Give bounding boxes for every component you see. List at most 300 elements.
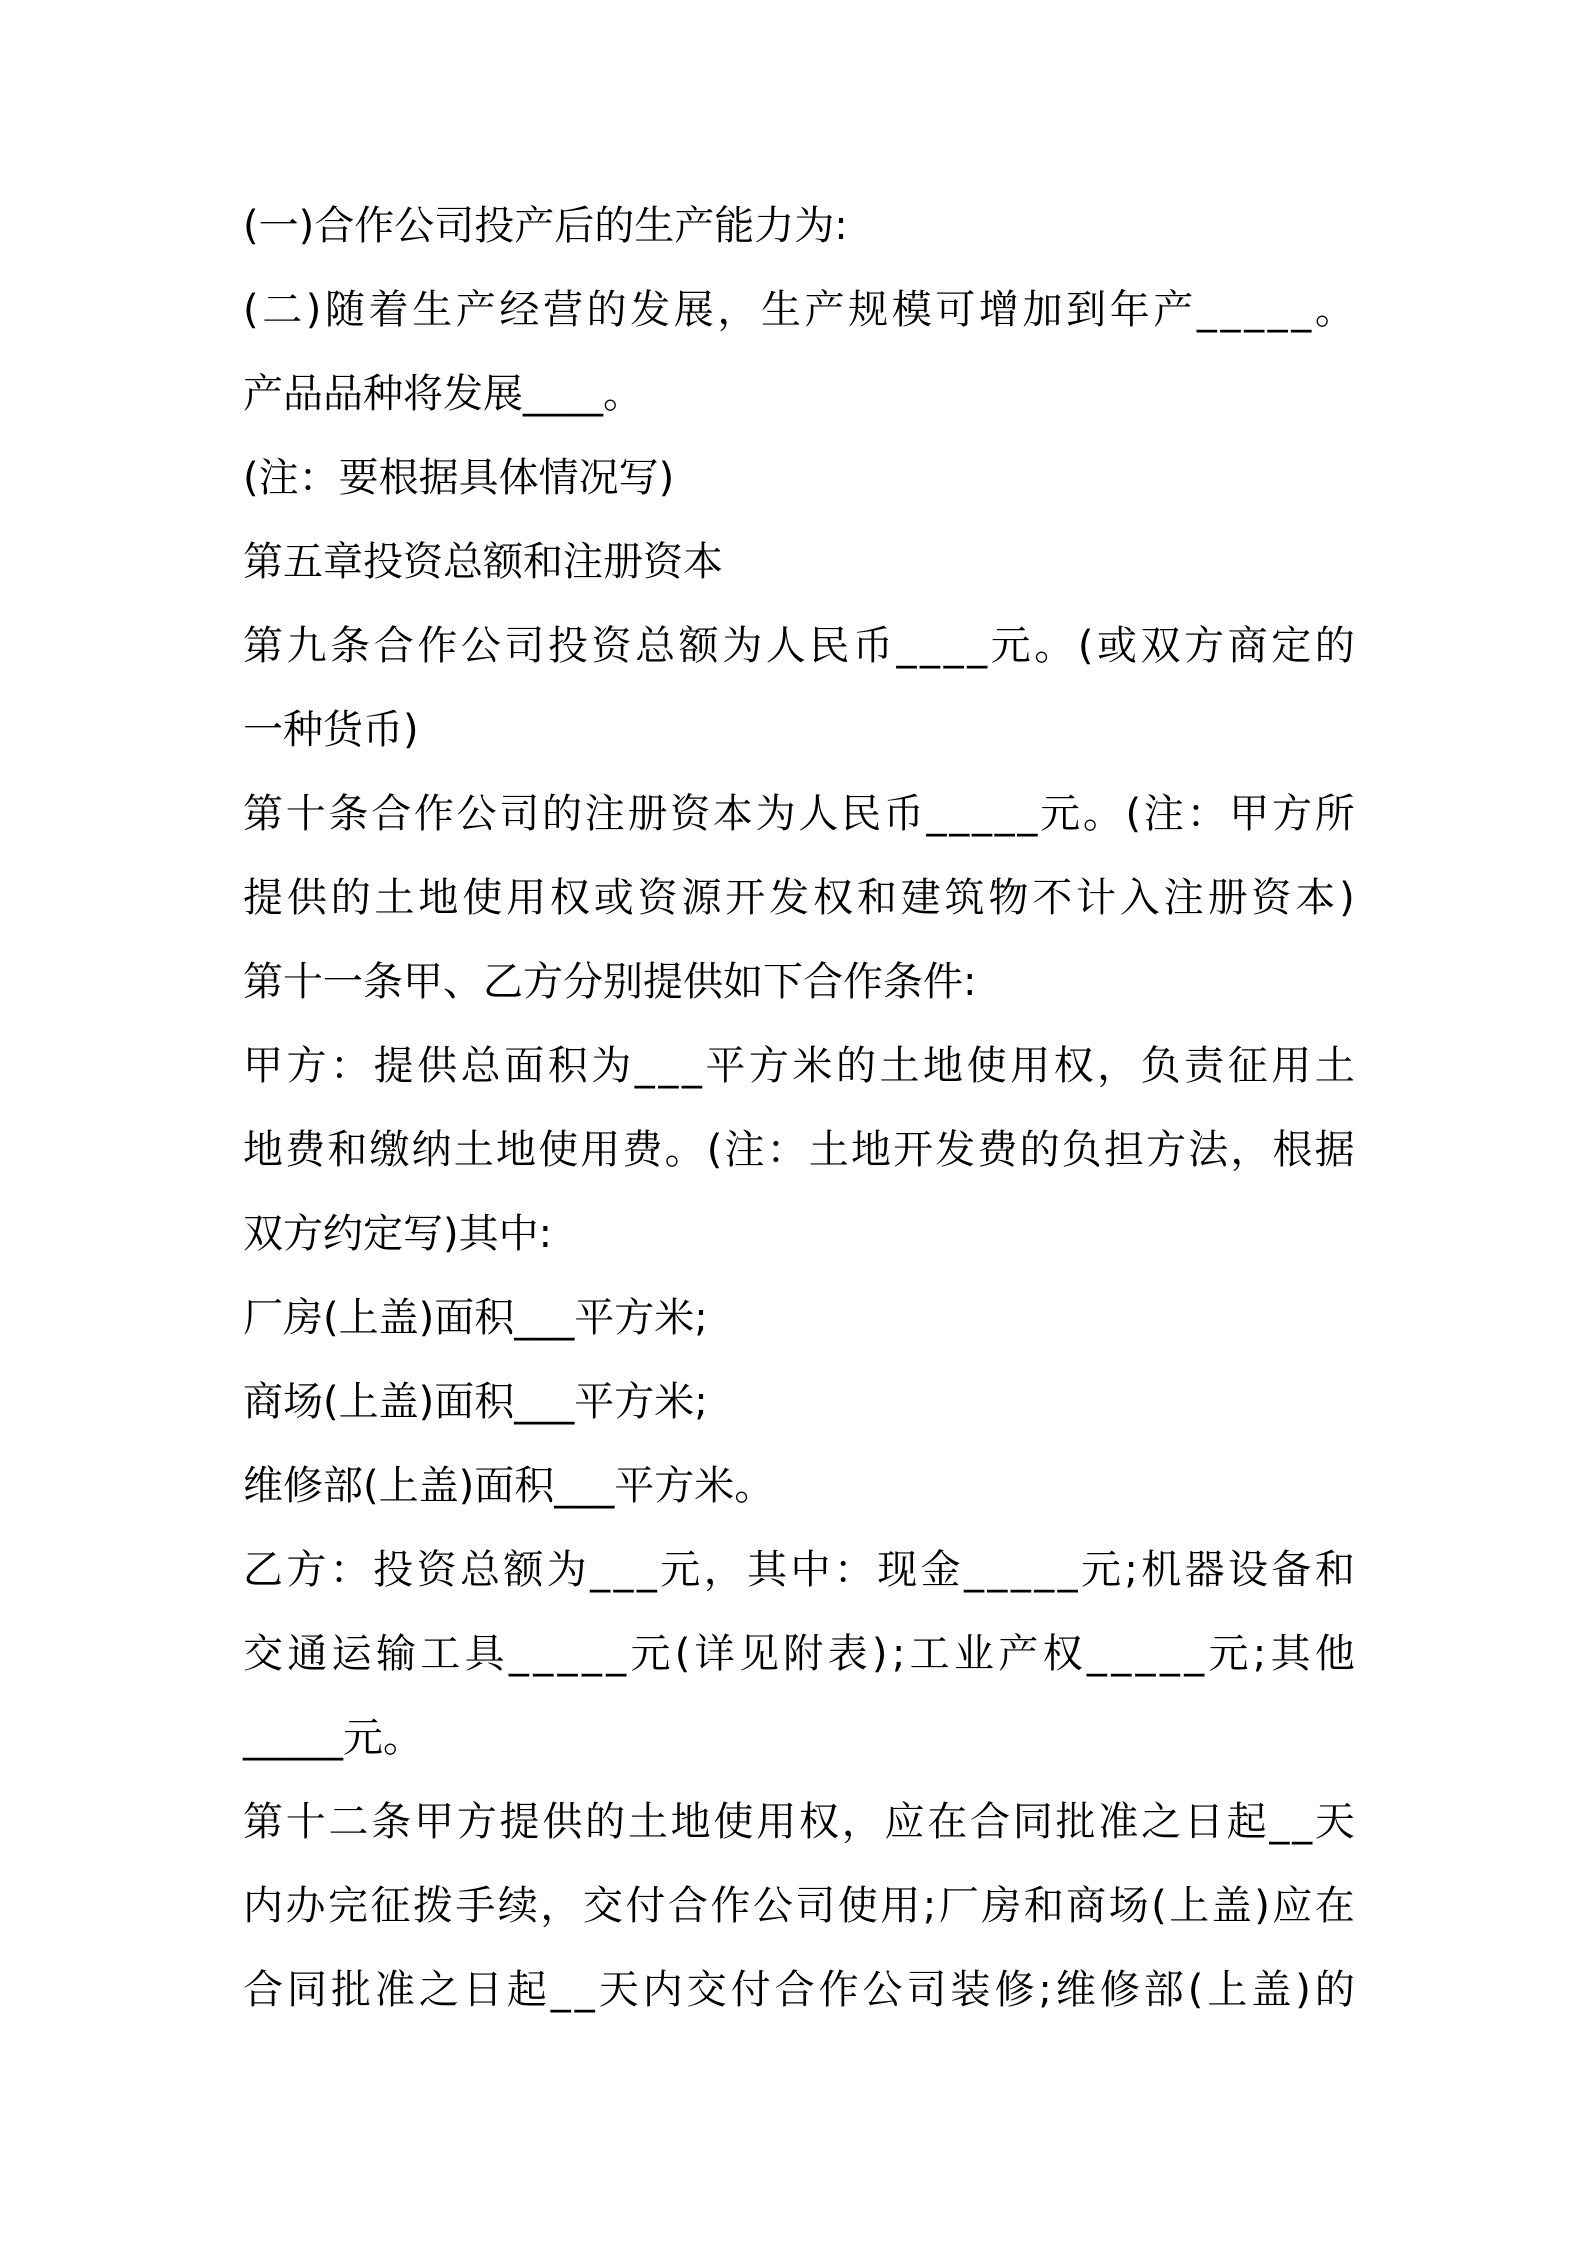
character: 负	[1061, 1127, 1102, 1173]
character: 装	[950, 1967, 991, 2013]
text-line-17	[243, 1540, 1355, 1600]
character: 面	[504, 1043, 545, 1089]
character: 司	[499, 791, 540, 837]
character: ：	[833, 1547, 874, 1593]
character: 资	[637, 875, 678, 921]
character: 作	[818, 1967, 859, 2013]
character: _	[994, 791, 1015, 837]
character: _	[964, 1547, 985, 1593]
character: 供	[417, 1043, 458, 1089]
character: 乙	[243, 1547, 283, 1593]
character: 合	[667, 1883, 708, 1929]
character: _	[1184, 1631, 1205, 1677]
character: 二	[262, 287, 303, 333]
character: 开	[725, 875, 766, 921]
character: ，	[841, 1799, 882, 1845]
character: 条	[330, 623, 371, 669]
character: 费	[622, 1127, 663, 1173]
text-line-19	[243, 1708, 1355, 1768]
character: 作	[413, 791, 454, 837]
character: 现	[877, 1547, 918, 1593]
character: 器	[1184, 1547, 1225, 1593]
character: 见	[738, 1631, 779, 1677]
character: 双	[1140, 623, 1181, 669]
character: 金	[920, 1547, 961, 1593]
character: 和	[1314, 1547, 1355, 1593]
character: 公	[752, 1883, 793, 1929]
character: 土	[627, 1799, 668, 1845]
character: 征	[370, 1883, 411, 1929]
character: )	[1254, 1883, 1270, 1929]
character: 办	[285, 1883, 326, 1929]
character: 用	[1010, 1043, 1051, 1089]
character: 甲	[1229, 791, 1270, 837]
character: _	[681, 1043, 702, 1089]
character: _	[606, 1631, 627, 1677]
character: (	[706, 1127, 723, 1173]
character: 工	[909, 1631, 950, 1677]
character: _	[533, 1631, 554, 1677]
text-line-15	[243, 1372, 1355, 1432]
character: 场	[1108, 1883, 1149, 1929]
character: 合	[371, 791, 412, 837]
text-line-12	[243, 1120, 1355, 1180]
character: _	[634, 1043, 655, 1089]
character: 使	[713, 1799, 754, 1845]
character: ，	[1230, 1127, 1271, 1173]
character: 土	[453, 1127, 494, 1173]
text-line-4	[243, 448, 1355, 508]
character: 地	[923, 1043, 964, 1089]
character: 缴	[369, 1127, 410, 1173]
character: 通	[287, 1631, 328, 1677]
character: _	[1159, 1631, 1180, 1677]
character: 盖	[1251, 1967, 1292, 2013]
character: ;	[1038, 1967, 1052, 2013]
character: 币	[883, 791, 924, 837]
line-text: 产品品种将发展____。	[243, 371, 643, 417]
character: 手	[455, 1883, 496, 1929]
character: 的	[586, 287, 627, 333]
character: (	[1077, 623, 1094, 669]
character: 人	[798, 791, 839, 837]
character: 司	[504, 623, 545, 669]
character: 准	[1098, 1799, 1139, 1845]
character: _	[1017, 791, 1038, 837]
character: 规	[848, 287, 889, 333]
line-text: 第五章投资总额和注册资本	[243, 539, 723, 585]
character: 币	[852, 623, 893, 669]
character: 作	[710, 1883, 751, 1929]
character: _	[1291, 287, 1312, 333]
character: 。	[1034, 623, 1075, 669]
character: 册	[1207, 875, 1248, 921]
character: (	[243, 287, 259, 333]
character: 输	[375, 1631, 416, 1677]
character: 交	[686, 1967, 727, 2013]
character: 使	[966, 1043, 1007, 1089]
line-text: 第十一条甲、乙方分别提供如下合作条件:	[243, 959, 977, 1005]
character: _	[1267, 287, 1288, 333]
character: 为	[591, 1043, 632, 1089]
character: 征	[1227, 1043, 1268, 1089]
character: 土	[879, 1043, 920, 1089]
character: _	[1244, 287, 1265, 333]
character: 十	[285, 791, 326, 837]
character: _	[920, 623, 940, 669]
character: 之	[418, 1967, 459, 2013]
character: 第	[243, 623, 283, 669]
character: 定	[1271, 623, 1312, 669]
character: 元	[1208, 1631, 1249, 1677]
character: 方	[1146, 1127, 1187, 1173]
character: _	[658, 1043, 679, 1089]
character: 天	[1314, 1799, 1355, 1845]
text-line-1	[243, 196, 1355, 256]
character: 。	[664, 1127, 705, 1173]
character: _	[1057, 1547, 1078, 1593]
character: _	[574, 1967, 595, 2013]
text-line-11	[243, 1036, 1355, 1096]
character: 应	[1272, 1883, 1313, 1929]
character: ，	[703, 1547, 744, 1593]
character: 地	[418, 875, 459, 921]
character: ;	[891, 1631, 906, 1677]
character: 交	[582, 1883, 623, 1929]
character: 盖	[1211, 1883, 1252, 1929]
character: 甲	[243, 1043, 283, 1089]
character: 源	[681, 875, 722, 921]
line-text: 维修部(上盖)面积___平方米。	[243, 1463, 775, 1509]
character: 地	[850, 1127, 891, 1173]
character: 产	[804, 287, 845, 333]
text-line-18	[243, 1624, 1355, 1684]
character: _	[613, 1547, 634, 1593]
character: 资	[591, 623, 632, 669]
character: 土	[1314, 1043, 1355, 1089]
character: 发	[630, 287, 671, 333]
character: 的	[585, 1799, 626, 1845]
character: _	[590, 1547, 611, 1593]
character: )	[1295, 1967, 1311, 2013]
character: 责	[1184, 1043, 1225, 1089]
character: 的	[330, 875, 371, 921]
character: 批	[1055, 1799, 1096, 1845]
character: 负	[1140, 1043, 1181, 1089]
character: 具	[464, 1631, 505, 1677]
character: _	[967, 623, 988, 669]
text-line-10	[243, 952, 1355, 1012]
text-line-22	[243, 1960, 1355, 2020]
character: 商	[1066, 1883, 1107, 1929]
character: 经	[499, 287, 540, 333]
character: 二	[328, 1799, 369, 1845]
character: (	[674, 1631, 691, 1677]
character: _	[1220, 287, 1241, 333]
character: 方	[1184, 623, 1225, 669]
character: ;	[1252, 1631, 1267, 1677]
character: 第	[243, 791, 283, 837]
character: 起	[1226, 1799, 1267, 1845]
character: 条	[328, 791, 369, 837]
character: 土	[374, 875, 415, 921]
character: 公	[862, 1967, 903, 2013]
character: 额	[503, 1547, 544, 1593]
character: 为	[546, 1547, 587, 1593]
character: 据	[1314, 1127, 1355, 1173]
character: 为	[755, 791, 796, 837]
line-text: (注：要根据具体情况写)	[243, 455, 675, 501]
character: 元	[990, 623, 1031, 669]
character: 民	[809, 623, 850, 669]
character: _	[1010, 1547, 1031, 1593]
character: 付	[730, 1967, 771, 2013]
character: _	[1086, 1631, 1107, 1677]
text-line-21	[243, 1876, 1355, 1936]
character: _	[581, 1631, 602, 1677]
character: 使	[538, 1127, 579, 1173]
text-line-2	[243, 280, 1355, 340]
text-line-14	[243, 1288, 1355, 1348]
character: 物	[988, 875, 1029, 921]
character: 发	[769, 875, 810, 921]
character: _	[508, 1631, 529, 1677]
character: 投	[373, 1547, 414, 1593]
text-line-8	[243, 784, 1355, 844]
line-text: (一)合作公司投产后的生产能力为:	[243, 203, 848, 249]
character: 积	[547, 1043, 588, 1089]
character: 总	[459, 1547, 500, 1593]
text-line-13	[243, 1204, 1355, 1264]
character: 上	[1207, 1967, 1248, 2013]
character: 提	[373, 1043, 414, 1089]
character: 起	[506, 1967, 547, 2013]
character: 元	[660, 1547, 701, 1593]
character: _	[636, 1547, 657, 1593]
character: 准	[374, 1967, 415, 2013]
character: 法	[1188, 1127, 1229, 1173]
character: 的	[1019, 1127, 1060, 1173]
character: 用	[506, 875, 547, 921]
character: 方	[286, 1043, 327, 1089]
character: 公	[456, 791, 497, 837]
character: 方	[1272, 791, 1313, 837]
character: 提	[499, 1799, 540, 1845]
character: 计	[1076, 875, 1117, 921]
character: 产	[455, 287, 496, 333]
character: 。	[1082, 791, 1123, 837]
character: 内	[642, 1967, 683, 2013]
character: 开	[893, 1127, 934, 1173]
character: 司	[795, 1883, 836, 1929]
character: 元	[1040, 791, 1081, 837]
character: ;	[1124, 1547, 1138, 1593]
character: 产	[1153, 287, 1194, 333]
character: 本	[712, 791, 753, 837]
character: 完	[327, 1883, 368, 1929]
character: 权	[1053, 1043, 1094, 1089]
character: 到	[1066, 287, 1107, 333]
character: 纳	[411, 1127, 452, 1173]
character: 应	[884, 1799, 925, 1845]
character: 建	[900, 875, 941, 921]
character: 条	[371, 1799, 412, 1845]
character: 房	[981, 1883, 1022, 1929]
character: 备	[1271, 1547, 1312, 1593]
line-text: 厂房(上盖)面积___平方米;	[243, 1295, 708, 1341]
character: 厂	[938, 1883, 979, 1929]
character: 权	[812, 875, 853, 921]
character: 权	[798, 1799, 839, 1845]
character: 为	[722, 623, 763, 669]
character: 提	[243, 875, 283, 921]
character: 地	[495, 1127, 536, 1173]
character: 批	[330, 1967, 371, 2013]
character: )	[871, 1631, 888, 1677]
character: 元	[630, 1631, 671, 1677]
character: ：	[330, 1043, 371, 1089]
character: 日	[1183, 1799, 1224, 1845]
character: 合	[243, 1967, 283, 2013]
line-text: 双方约定写)其中:	[243, 1211, 553, 1257]
chapter-heading	[243, 532, 1355, 592]
character: _	[926, 791, 947, 837]
line-text: _____元。	[243, 1715, 423, 1761]
character: _	[971, 791, 992, 837]
character: 运	[331, 1631, 372, 1677]
character: 平	[705, 1043, 746, 1089]
character: 交	[243, 1631, 283, 1677]
character: 生	[412, 287, 453, 333]
character: 土	[808, 1127, 849, 1173]
character: 甲	[414, 1799, 455, 1845]
text-line-6	[243, 616, 1355, 676]
character: 所	[1314, 791, 1355, 837]
character: 用	[756, 1799, 797, 1845]
character: ;	[922, 1883, 937, 1929]
character: 总	[460, 1043, 501, 1089]
character: 或	[593, 875, 634, 921]
character: 作	[417, 623, 458, 669]
character: 内	[243, 1883, 283, 1929]
character: 九	[286, 623, 327, 669]
character: _	[1269, 1799, 1290, 1845]
line-text: 一种货币)	[243, 707, 419, 753]
character: 合	[970, 1799, 1011, 1845]
character: _	[557, 1631, 578, 1677]
character: 之	[1141, 1799, 1182, 1845]
character: 营	[542, 287, 583, 333]
character: 注	[1143, 791, 1184, 837]
character: 其	[1270, 1631, 1311, 1677]
character: 上	[1169, 1883, 1210, 1929]
character: 设	[1228, 1547, 1269, 1593]
text-line-9	[243, 868, 1355, 928]
character: (	[1187, 1967, 1204, 2013]
character: 和	[327, 1127, 368, 1173]
character: 地	[243, 1127, 283, 1173]
character: 产	[998, 1631, 1039, 1677]
character: 。	[1314, 287, 1355, 333]
character: _	[1111, 1631, 1132, 1677]
character: 资	[1251, 875, 1292, 921]
character: 总	[635, 623, 676, 669]
character: 展	[673, 287, 714, 333]
character: (	[1151, 1883, 1167, 1929]
character: 本	[1295, 875, 1336, 921]
character: 权	[1042, 1631, 1083, 1677]
character: 方	[456, 1799, 497, 1845]
character: 公	[460, 623, 501, 669]
character: _	[949, 791, 970, 837]
character: )	[305, 287, 322, 333]
character: 着	[368, 287, 409, 333]
character: 用	[1271, 1043, 1312, 1089]
character: _	[1135, 1631, 1156, 1677]
character: 其	[747, 1547, 788, 1593]
character: 机	[1141, 1547, 1182, 1593]
character: 权	[549, 875, 590, 921]
character: 注	[724, 1127, 765, 1173]
character: 续	[497, 1883, 538, 1929]
character: 元	[1080, 1547, 1121, 1593]
character: 部	[1143, 1967, 1184, 2013]
character: 生	[760, 287, 801, 333]
character: 用	[580, 1127, 621, 1173]
character: 额	[678, 623, 719, 669]
character: 商	[1227, 623, 1268, 669]
character: 的	[542, 791, 583, 837]
character: 合	[774, 1967, 815, 2013]
character: 人	[765, 623, 806, 669]
character: (	[1125, 791, 1142, 837]
character: 地	[670, 1799, 711, 1845]
character: 同	[1012, 1799, 1053, 1845]
character: 根	[1272, 1127, 1313, 1173]
character: _	[896, 623, 917, 669]
character: 资	[670, 791, 711, 837]
character: 使	[462, 875, 503, 921]
character: 的	[835, 1043, 876, 1089]
character: _	[1196, 287, 1217, 333]
character: 使	[837, 1883, 878, 1929]
character: _	[943, 623, 964, 669]
character: 供	[286, 875, 327, 921]
character: 十	[285, 1799, 326, 1845]
character: 不	[1032, 875, 1073, 921]
character: 方	[286, 1547, 327, 1593]
character: 担	[1103, 1127, 1144, 1173]
character: 维	[1055, 1967, 1096, 2013]
character: 修	[1099, 1967, 1140, 2013]
character: 的	[1314, 1967, 1355, 2013]
character: ：	[766, 1127, 807, 1173]
character: 和	[856, 875, 897, 921]
character: 他	[1314, 1631, 1355, 1677]
character: 入	[1119, 875, 1160, 921]
character: 拨	[412, 1883, 453, 1929]
character: 司	[906, 1967, 947, 2013]
character: 米	[792, 1043, 833, 1089]
text-line-7	[243, 700, 1355, 760]
character: 费	[285, 1127, 326, 1173]
character: 供	[542, 1799, 583, 1845]
character: 注	[1163, 875, 1204, 921]
line-text: 商场(上盖)面积___平方米;	[243, 1379, 708, 1425]
character: 投	[547, 623, 588, 669]
character: _	[550, 1967, 571, 2013]
character: 方	[748, 1043, 789, 1089]
